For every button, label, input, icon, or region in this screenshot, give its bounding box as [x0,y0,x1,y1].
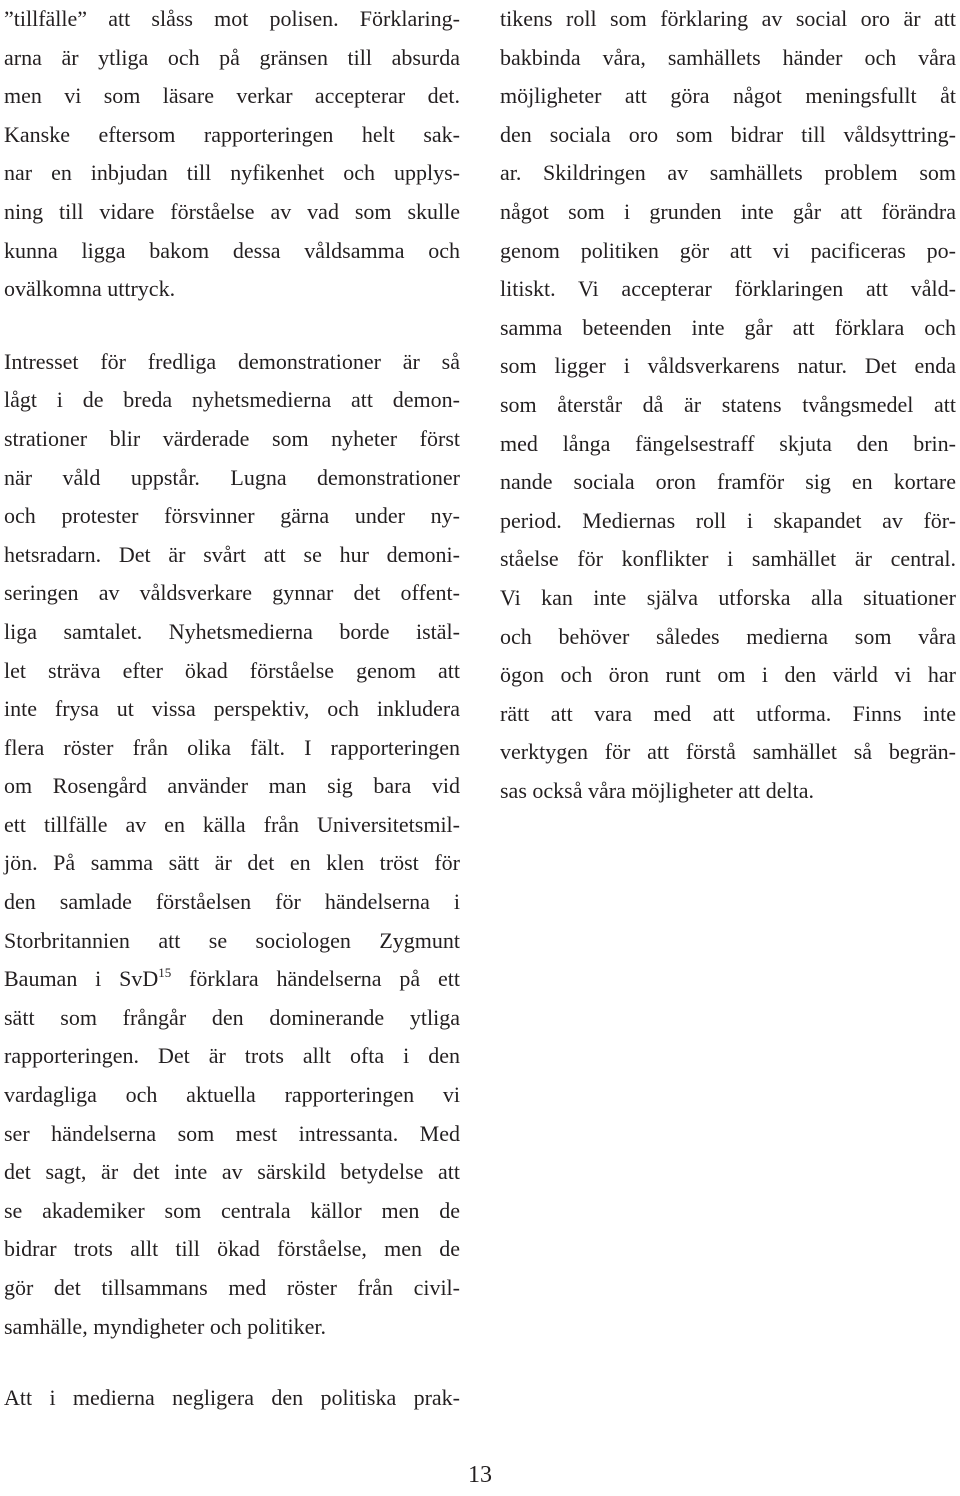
text-line: litiskt. Vi accepterar förklaringen att våld- [500,276,956,302]
text-line: tikens roll som förklaring av social oro är att [500,6,956,31]
text-line: let sträva efter ökad förståelse genom att [4,657,460,683]
text-line: arna är ytliga och på gränsen till absurda [4,44,460,70]
paragraph-3 [4,1379,460,1418]
text-line-with-footnote [4,960,460,999]
text-line: verktygen för att förstå samhället så begrän- [500,739,956,765]
text-line: när våld uppstår. Lugna demonstrationer [4,464,460,490]
text-line: vardagliga och aktuella rapporteringen vi [4,1082,460,1108]
text-line: Storbritannien att se sociologen Zygmunt [4,927,460,953]
text-line: ser händelserna som mest intressanta. Med [4,1120,460,1146]
text-line: gör det tillsammans med röster från civil- [4,1275,460,1300]
text-line: Vi kan inte själva utforska alla situationer [500,584,956,610]
text-line: liga samtalet. Nyhetsmedierna borde istäl- [4,618,460,644]
text-line: lågt i de breda nyhetsmedierna att demon- [4,387,460,413]
text-line: som ligger i våldsverkarens natur. Det enda [500,353,956,379]
right-column [500,0,956,810]
text-line: bakbinda våra, samhällets händer och våra [500,44,956,70]
text-line: nar en inbjudan till nyfikenhet och upplys- [4,160,460,186]
text-line: något som i grunden inte går att förändra [500,198,956,224]
text-line: Intresset för fredliga demonstrationer är så [4,348,460,374]
text-line: och behöver således medierna som våra [500,623,956,649]
text-line: bidrar trots allt till ökad förståelse, men de [4,1236,460,1262]
text-line: ögon och öron runt om i den värld vi har [500,662,956,688]
text-line: det sagt, är det inte av särskild betydelse att [4,1159,460,1185]
text-fragment: förklara händelserna på ett [171,966,460,992]
left-column [4,0,460,1418]
footnote-reference: 15 [158,965,172,981]
text-line: strationer blir värderade som nyheter först [4,425,460,451]
text-line: jön. På samma sätt är det en klen tröst för [4,850,460,876]
text-fragment: Bauman i SvD [4,966,159,992]
text-line: den sociala oro som bidrar till våldsyttring- [500,121,956,147]
text-line: Att i medierna negligera den politiska prak- [4,1385,460,1411]
paragraph-continued [500,0,956,810]
text-line: nande sociala oron framför sig en kortare [500,469,956,495]
text-line: genom politiken gör att vi pacificeras po- [500,237,956,263]
text-line: ståelse för konflikter i samhället är central. [500,546,956,572]
text-line: möjligheter att göra något meningsfullt åt [500,83,956,109]
page-number: 13 [468,1462,492,1488]
text-line: hetsradarn. Det är svårt att se hur demoni- [4,541,460,567]
text-line: som återstår då är statens tvångsmedel att [500,391,956,417]
text-line: samma beteenden inte går att förklara och [500,314,956,340]
text-line: om Rosengård använder man sig bara vid [4,773,460,799]
text-line: flera röster från olika fält. I rapporteringen [4,734,460,760]
text-line: inte frysa ut vissa perspektiv, och inkludera [4,696,460,722]
text-line: ar. Skildringen av samhällets problem som [500,160,956,186]
text-line: sätt som frångår den dominerande ytliga [4,1004,460,1030]
text-line: period. Mediernas roll i skapandet av för- [500,507,956,533]
text-line: ett tillfälle av en källa från Universitetsmil- [4,811,460,837]
text-line: Kanske eftersom rapporteringen helt sak- [4,121,460,147]
paragraph-2 [4,343,460,1346]
paragraph-1 [4,0,460,309]
text-line: rätt att vara med att utforma. Finns inte [500,700,956,726]
text-line: med långa fängelsestraff skjuta den brin- [500,430,956,456]
text-line: den samlade förståelsen för händelserna i [4,889,460,915]
text-line: ovälkomna uttryck. [4,276,176,302]
text-line: ”tillfälle” att slåss mot polisen. Förklaring- [4,6,460,31]
text-line: ning till vidare förståelse av vad som skulle [4,198,460,224]
text-line: rapporteringen. Det är trots allt ofta i den [4,1043,460,1069]
text-line: sas också våra möjligheter att delta. [500,777,814,803]
text-line: se akademiker som centrala källor men de [4,1197,460,1223]
text-line: seringen av våldsverkare gynnar det offent- [4,580,460,606]
text-line: kunna ligga bakom dessa våldsamma och [4,237,460,263]
text-line: och protester försvinner gärna under ny- [4,503,460,529]
text-line: men vi som läsare verkar accepterar det. [4,83,460,109]
text-line: samhälle, myndigheter och politiker. [4,1313,326,1339]
